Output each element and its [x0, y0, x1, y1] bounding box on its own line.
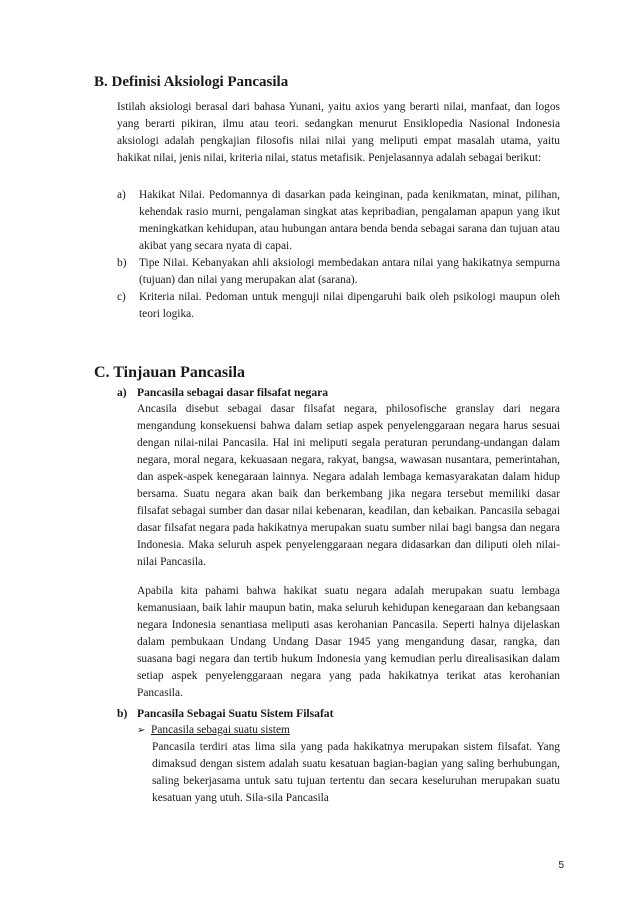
list-item-text: Tipe Nilai. Kebanyakan ahli aksiologi membedakan antara nilai yang hakikatnya sempurna (tujuan) dan nilai yang merupakan alat (sarana).: [139, 257, 560, 286]
list-marker: a): [117, 189, 126, 201]
subsection-title-text: Pancasila sebagai dasar filsafat negara: [137, 386, 329, 399]
section-b-heading: B. Definisi Aksiologi Pancasila: [94, 74, 289, 90]
list-item-text: Kriteria nilai. Pedoman untuk menguji nilai dipengaruhi baik oleh psikologi maupun oleh teori logika.: [139, 291, 560, 320]
aksiologi-list: [117, 187, 560, 323]
list-marker: b): [117, 257, 127, 269]
list-item: [117, 187, 560, 255]
subsection-b-paragraph: Pancasila terdiri atas lima sila yang pada hakikatnya merupakan sistem filsafat. Yang dimaksud dengan sistem adalah suatu kesatuan bagian-bagian yang saling berhubungan, saling bekerjasama untuk satu tujuan tertentu dan secara keseluruhan merupakan suatu kesatuan yang utuh. Sila-sila Pancasila: [152, 741, 560, 804]
subsection-b-title: [117, 705, 333, 722]
arrow-bullet-icon: ➢: [137, 725, 146, 736]
subsection-a-title: [117, 384, 328, 401]
list-item: [117, 255, 560, 289]
bullet-heading: [137, 722, 290, 739]
subsection-marker: a): [117, 386, 127, 399]
page-number: 5: [558, 860, 564, 871]
list-item: [117, 289, 560, 323]
section-c-heading: C. Tinjauan Pancasila: [94, 364, 246, 381]
subsection-a-paragraph-2: Apabila kita pahami bahwa hakikat suatu negara adalah merupakan suatu lembaga kemanusiaan, baik lahir maupun batin, maka seluruh kehidupan kenegaraan dan kebangsaan negara Indonesia senantiasa meliputi asas kerohanian Pancasila. Seperti halnya dijelaskan dalam pembukaan Undang Undang Dasar 1945 yang mengandung dasar, rangka, dan suasana bagi negara dan tertib hukum Indonesia yang kemudian perlu direalisasikan dalam setiap aspek penyelenggaraan negara yang pada hakikatnya terikat atas kerohanian Pancasila.: [137, 585, 560, 699]
bullet-title: Pancasila sebagai suatu sistem: [151, 724, 290, 736]
list-marker: c): [117, 291, 126, 303]
list-item-text: Hakikat Nilai. Pedomannya di dasarkan pada keinginan, pada kenikmatan, minat, pilihan, kehendak rasio murni, pengalaman singkat atas kepribadian, pengalaman apapun yang ikut meningkatkan kehidupan, atau hubungan antara benda benda sebagai sarana dan tujuan atau akibat yang secara nyata di capai.: [139, 189, 560, 252]
subsection-a-paragraph-1: Ancasila disebut sebagai dasar filsafat negara, philosofische granslay dari negara mengandung konsekuensi bahwa dalam setiap aspek penyelenggaraan negara harus sesuai dengan nilai-nilai Pancasila. Hal ini meliputi segala peraturan perundang-undangan dalam negara, moral negara, kekuasaan negara, rakyat, bangsa, wawasan nusantara, pemerintahan, dan aspek-aspek kenegaraan lainnya. Negara adalah lembaga kemasyarakatan dalam hidup bersama. Suatu negara akan baik dan berkembang jika negara tersebut memiliki dasar filsafat sebagai sumber dan dasar nilai kebenaran, keadilan, dan kebaikan. Pancasila sebagai dasar filsafat negara pada hakikatnya merupakan suatu sumber nilai bagi bangsa dan negara Indonesia. Maka seluruh aspek penyelenggaraan negara didasarkan dan diliputi oleh nilai-nilai Pancasila.: [137, 403, 560, 568]
subsection-title-text: Pancasila Sebagai Suatu Sistem Filsafat: [137, 707, 334, 720]
subsection-marker: b): [117, 707, 128, 720]
section-b-intro: Istilah aksiologi berasal dari bahasa Yunani, yaitu axios yang berarti nilai, manfaat, dan logos yang berarti pikiran, ilmu atau teori. sedangkan menurut Ensiklopedia Nasional Indonesia aksiologi adalah pengkajian filosofis nilai nilai yang meliputi empat masalah utama, yaitu hakikat nilai, jenis nilai, kriteria nilai, status metafisik. Penjelasannya adalah sebagai berikut:: [117, 101, 560, 164]
